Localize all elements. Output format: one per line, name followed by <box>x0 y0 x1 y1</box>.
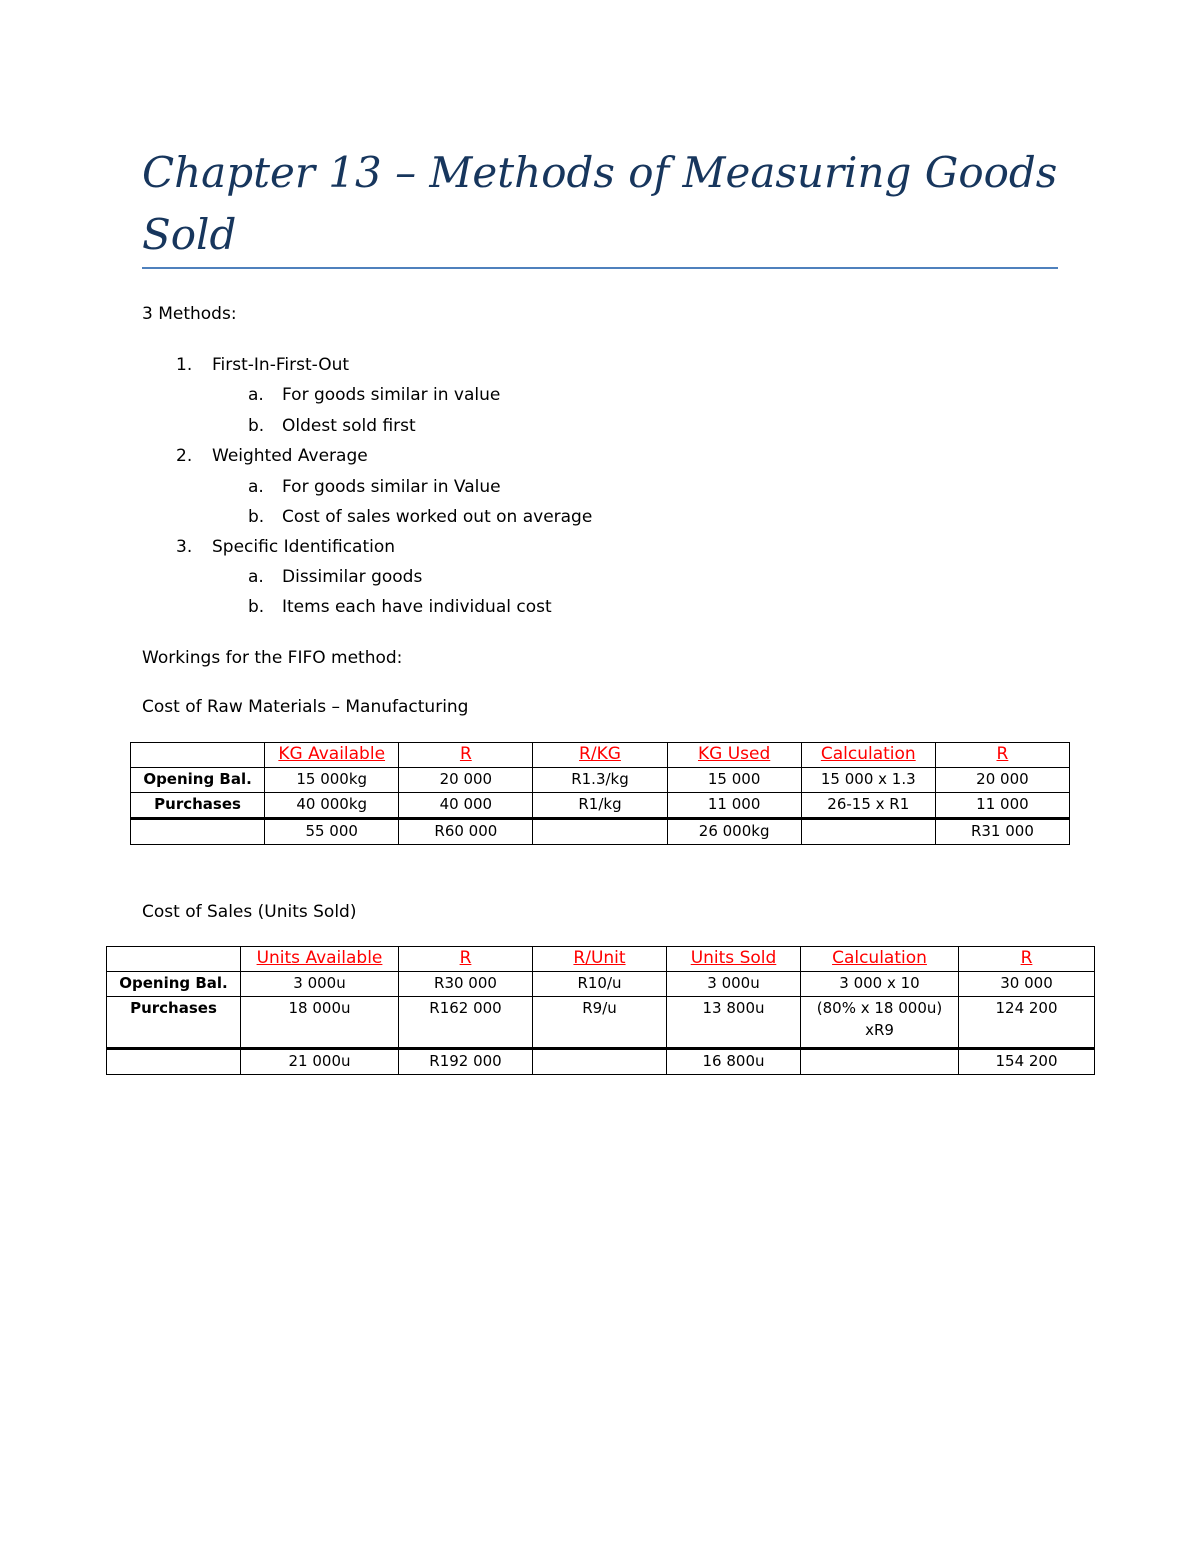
header-cell: KG Used <box>667 743 801 768</box>
table-cell: R60 000 <box>399 819 533 845</box>
table-cell <box>107 1049 241 1075</box>
list-label: Weighted Average <box>212 446 368 466</box>
table-cell <box>801 819 935 845</box>
header-cell: Calculation <box>801 743 935 768</box>
table-cell: 3 000 x 10 <box>801 972 959 997</box>
header-cell <box>131 743 265 768</box>
table-cell: 15 000 x 1.3 <box>801 768 935 793</box>
methods-intro: 3 Methods: <box>142 304 237 324</box>
table-cell: 21 000u <box>241 1049 399 1075</box>
table-cell: R192 000 <box>399 1049 533 1075</box>
table-cell: R10/u <box>533 972 667 997</box>
table-cell: 40 000kg <box>265 793 399 819</box>
header-cell: KG Available <box>265 743 399 768</box>
list-label: Dissimilar goods <box>282 567 423 587</box>
list-label: First-In-First-Out <box>212 355 350 375</box>
list-letter: b. <box>248 416 265 436</box>
table-cell: 40 000 <box>399 793 533 819</box>
table-header-row <box>107 947 1095 972</box>
table-cell: R1/kg <box>533 793 667 819</box>
table-cell <box>131 819 265 845</box>
table-header-row <box>131 743 1070 768</box>
header-cell: R <box>399 743 533 768</box>
header-cell: R <box>959 947 1095 972</box>
workings-heading: Workings for the FIFO method: <box>142 648 403 668</box>
header-cell <box>107 947 241 972</box>
table-cell: 3 000u <box>667 972 801 997</box>
table-cell: 15 000 <box>667 768 801 793</box>
row-label: Purchases <box>107 997 241 1049</box>
header-cell: Units Sold <box>667 947 801 972</box>
table-cell: 154 200 <box>959 1049 1095 1075</box>
cost-of-sales-heading: Cost of Sales (Units Sold) <box>142 902 357 922</box>
table-row <box>131 768 1070 793</box>
table-cell: R30 000 <box>399 972 533 997</box>
table-cell: 13 800u <box>667 997 801 1049</box>
list-label: For goods similar in value <box>282 385 501 405</box>
table-cell: 18 000u <box>241 997 399 1049</box>
table-row <box>107 972 1095 997</box>
header-cell: R <box>399 947 533 972</box>
list-label: Oldest sold first <box>282 416 416 436</box>
table-cell: 15 000kg <box>265 768 399 793</box>
page-title: Chapter 13 – Methods of Measuring Goods Sold <box>142 148 1058 259</box>
row-label: Purchases <box>131 793 265 819</box>
row-label: Opening Bal. <box>107 972 241 997</box>
table-cell: R31 000 <box>935 819 1069 845</box>
table-cell: 16 800u <box>667 1049 801 1075</box>
table-cell <box>801 1049 959 1075</box>
list-letter: a. <box>248 385 264 405</box>
table-total-row <box>107 1049 1095 1075</box>
list-number: 2. <box>176 446 193 466</box>
header-cell: R <box>935 743 1069 768</box>
list-letter: a. <box>248 567 264 587</box>
header-cell: R/KG <box>533 743 667 768</box>
table-cell: 11 000 <box>667 793 801 819</box>
list-letter: a. <box>248 477 264 497</box>
list-label: Specific Identification <box>212 537 396 557</box>
title-divider <box>142 267 1058 269</box>
raw-materials-heading: Cost of Raw Materials – Manufacturing <box>142 697 469 717</box>
list-letter: b. <box>248 597 265 617</box>
table-cell: 11 000 <box>935 793 1069 819</box>
table-cell: R1.3/kg <box>533 768 667 793</box>
table-cell <box>533 1049 667 1075</box>
table-cell: 124 200 <box>959 997 1095 1049</box>
table-cell: 20 000 <box>399 768 533 793</box>
list-label: Items each have individual cost <box>282 597 552 617</box>
table-row <box>107 997 1095 1049</box>
table-cell: 26-15 x R1 <box>801 793 935 819</box>
table-cell: 20 000 <box>935 768 1069 793</box>
table-cell: 26 000kg <box>667 819 801 845</box>
row-label: Opening Bal. <box>131 768 265 793</box>
table-total-row <box>131 819 1070 845</box>
header-cell: Calculation <box>801 947 959 972</box>
header-cell: Units Available <box>241 947 399 972</box>
list-label: For goods similar in Value <box>282 477 501 497</box>
list-label: Cost of sales worked out on average <box>282 507 593 527</box>
table-cell: R9/u <box>533 997 667 1049</box>
table-row <box>131 793 1070 819</box>
raw-materials-table <box>130 742 1070 845</box>
list-number: 3. <box>176 537 193 557</box>
header-cell: R/Unit <box>533 947 667 972</box>
table-cell: 30 000 <box>959 972 1095 997</box>
table-cell: 55 000 <box>265 819 399 845</box>
table-cell: 3 000u <box>241 972 399 997</box>
table-cell: R162 000 <box>399 997 533 1049</box>
list-letter: b. <box>248 507 265 527</box>
cost-of-sales-table <box>106 946 1095 1075</box>
table-cell <box>533 819 667 845</box>
table-cell: (80% x 18 000u) xR9 <box>801 997 959 1049</box>
list-number: 1. <box>176 355 193 375</box>
